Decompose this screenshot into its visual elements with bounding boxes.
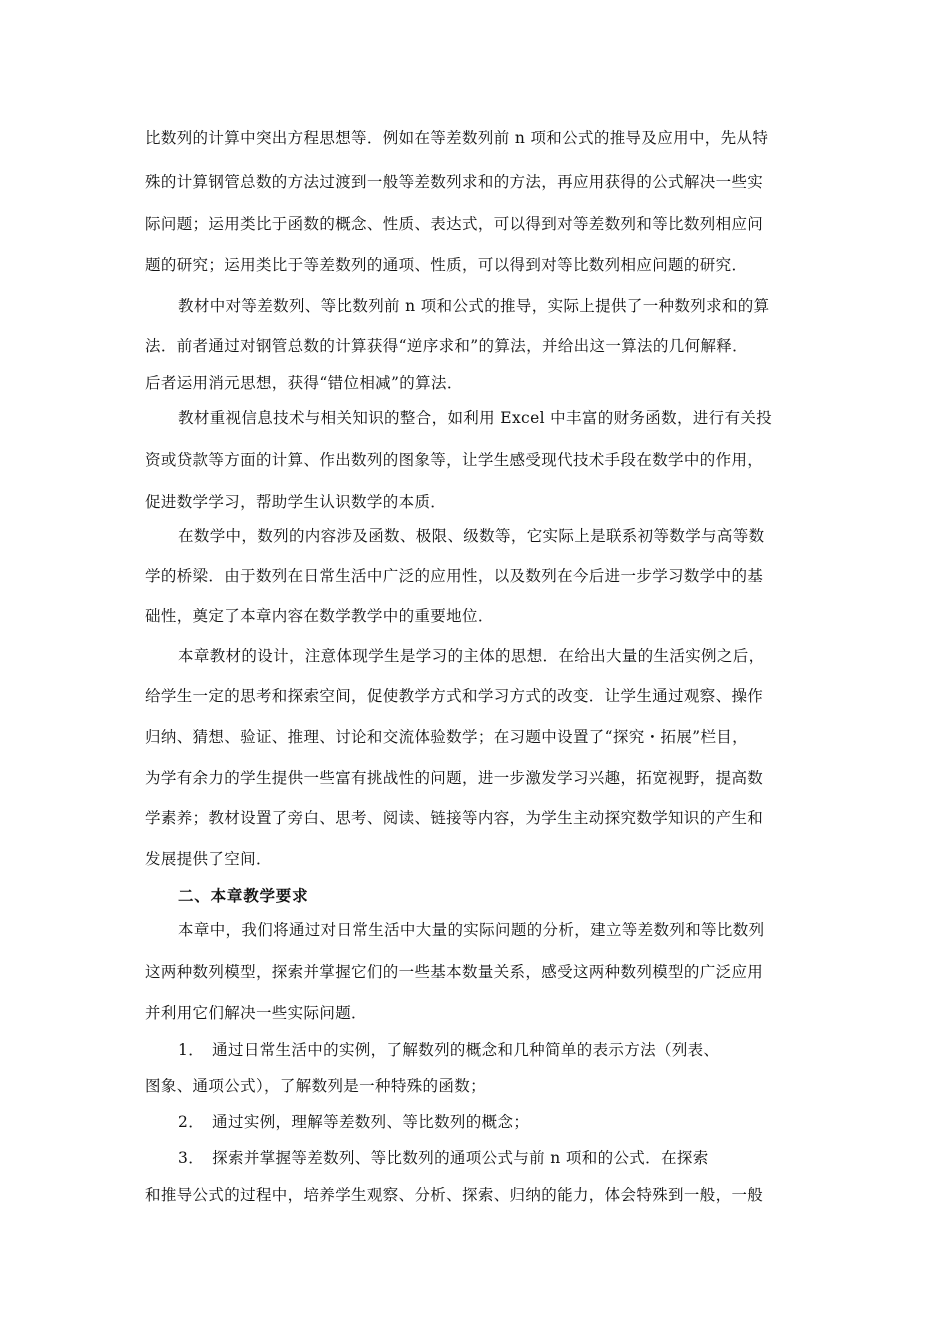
text-line: 础性，奠定了本章内容在数学教学中的重要地位． [145, 607, 494, 625]
text-line: 并利用它们解决一些实际问题． [145, 1004, 367, 1022]
text-line: 发展提供了空间． [145, 850, 272, 868]
text-line: 法．前者通过对钢管总数的计算获得“逆序求和”的算法，并给出这一算法的几何解释． [145, 337, 749, 355]
list-item: 2． 通过实例，理解等差数列、等比数列的概念； [178, 1113, 530, 1131]
text-line: 后者运用消元思想，获得“错位相减”的算法． [145, 374, 463, 392]
list-item-continuation: 和推导公式的过程中，培养学生观察、分析、探索、归纳的能力，体会特殊到一般，一般 [145, 1186, 764, 1204]
text-line: 资或贷款等方面的计算、作出数列的图象等，让学生感受现代技术手段在数学中的作用， [145, 451, 764, 469]
list-item: 1． 通过日常生活中的实例，了解数列的概念和几种简单的表示方法（列表、 [178, 1041, 720, 1059]
text-line: 本章中，我们将通过对日常生活中大量的实际问题的分析，建立等差数列和等比数列 [178, 921, 765, 939]
list-item: 3． 探索并掌握等差数列、等比数列的通项公式与前 n 项和的公式．在探索 [178, 1149, 709, 1167]
text-line: 归纳、猜想、验证、推理、讨论和交流体验数学；在习题中设置了“探究・拓展”栏目， [145, 728, 749, 746]
text-line: 本章教材的设计，注意体现学生是学习的主体的思想．在给出大量的生活实例之后， [178, 647, 765, 665]
text-line: 教材重视信息技术与相关知识的整合，如利用 Excel 中丰富的财务函数，进行有关投 [178, 409, 773, 427]
text-line: 为学有余力的学生提供一些富有挑战性的问题，进一步激发学习兴趣，拓宽视野，提高数 [145, 769, 764, 787]
text-line: 比数列的计算中突出方程思想等．例如在等差数列前 n 项和公式的推导及应用中，先从特 [145, 129, 769, 147]
text-line: 题的研究；运用类比于等差数列的通项、性质，可以得到对等比数列相应问题的研究． [145, 256, 748, 274]
text-line: 这两种数列模型，探索并掌握它们的一些基本数量关系，感受这两种数列模型的广泛应用 [145, 963, 764, 981]
text-line: 殊的计算钢管总数的方法过渡到一般等差数列求和的方法，再应用获得的公式解决一些实 [145, 173, 764, 191]
text-line: 学素养；教材设置了旁白、思考、阅读、链接等内容，为学生主动探究数学知识的产生和 [145, 809, 764, 827]
text-line: 际问题；运用类比于函数的概念、性质、表达式，可以得到对等差数列和等比数列相应问 [145, 215, 764, 233]
text-line: 教材中对等差数列、等比数列前 n 项和公式的推导，实际上提供了一种数列求和的算 [178, 297, 770, 315]
text-line: 学的桥梁．由于数列在日常生活中广泛的应用性，以及数列在今后进一步学习数学中的基 [145, 567, 764, 585]
text-line: 给学生一定的思考和探索空间，促使教学方式和学习方式的改变．让学生通过观察、操作 [145, 687, 764, 705]
section-heading: 二、本章教学要求 [178, 887, 309, 905]
list-item-continuation: 图象、通项公式），了解数列是一种特殊的函数； [145, 1077, 486, 1095]
text-line: 促进数学学习，帮助学生认识数学的本质． [145, 493, 447, 511]
text-line: 在数学中，数列的内容涉及函数、极限、级数等，它实际上是联系初等数学与高等数 [178, 527, 765, 545]
